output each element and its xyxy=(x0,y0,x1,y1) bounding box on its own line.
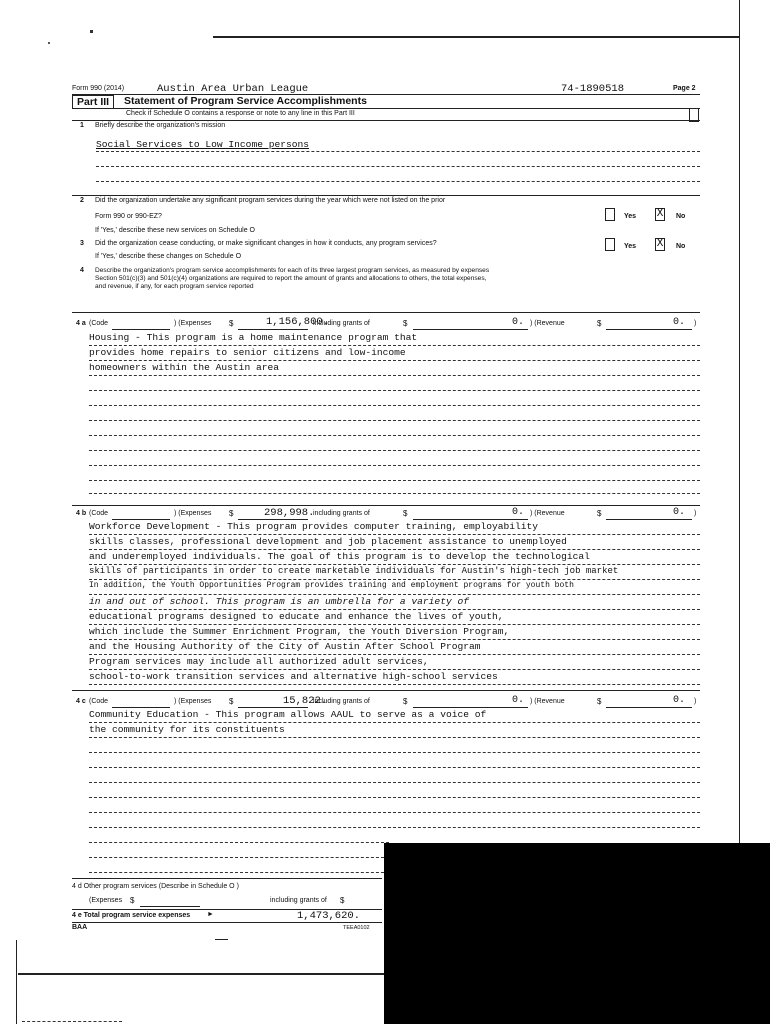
q4b-revenue-label: ) (Revenue xyxy=(530,510,565,517)
q1-blank-line xyxy=(96,181,700,182)
q4b-revenue-dollar: $ xyxy=(597,509,602,518)
q4b-rule xyxy=(89,684,700,685)
q4a-expenses-label: ) (Expenses xyxy=(174,320,212,327)
schedule-o-check-text: Check if Schedule O contains a response or note to any line in this Part III xyxy=(126,110,355,117)
q4e-total-value: 1,473,620. xyxy=(297,910,361,922)
q4a-rule xyxy=(89,405,700,406)
q4c-rule xyxy=(89,827,700,828)
q4a-grants-field[interactable] xyxy=(413,329,528,330)
q4a-label: 4 a xyxy=(76,320,86,327)
q1-text: Briefly describe the organization's mission xyxy=(95,122,226,129)
q4a-rule xyxy=(89,420,700,421)
q4c-bottom-rule xyxy=(72,878,382,879)
q4a-grants-label: including grants of xyxy=(313,320,370,327)
q3-number: 3 xyxy=(80,240,84,247)
q4c-line: Community Education - This program allows AAUL to serve as a voice of xyxy=(89,709,487,720)
q4c-rule xyxy=(89,797,700,798)
q4c-line: the community for its constituents xyxy=(89,724,285,735)
q4b-rule xyxy=(89,609,700,610)
q2-text-2: Form 990 or 990-EZ? xyxy=(95,213,162,220)
q4b-rule xyxy=(89,639,700,640)
part-rule xyxy=(72,108,700,109)
q4a-rule xyxy=(89,390,700,391)
q4c-expenses-value: 15,822. xyxy=(283,695,328,707)
q4b-close-paren: ) xyxy=(694,510,697,517)
left-edge-line xyxy=(16,940,17,1024)
q4c-revenue-value: 0. xyxy=(673,695,686,706)
q2-no-check-mark: X xyxy=(656,208,664,220)
q4d-expenses-field[interactable] xyxy=(140,906,200,907)
q4a-grants-value: 0. xyxy=(512,317,525,328)
q4a-rule xyxy=(89,435,700,436)
q4c-rule xyxy=(89,857,389,858)
q4b-expenses-dollar: $ xyxy=(229,509,234,518)
q4a-line: provides home repairs to senior citizens and low-income xyxy=(89,347,406,358)
top-rule xyxy=(213,36,740,38)
q4a-expenses-value: 1,156,800. xyxy=(266,316,330,328)
q4-number: 4 xyxy=(80,267,84,274)
q2-no-checkbox[interactable] xyxy=(655,208,665,221)
part-title: Statement of Program Service Accomplishments xyxy=(124,95,367,107)
scan-mark xyxy=(48,42,50,44)
q4a-close-paren: ) xyxy=(694,320,697,327)
q2-number: 2 xyxy=(80,197,84,204)
q2-text: Did the organization undertake any significant program services during the year which were not listed on the prior xyxy=(95,197,446,204)
q4b-expenses-field[interactable] xyxy=(238,519,308,520)
q4d-grants-label: including grants of xyxy=(270,897,327,904)
q4c-code-label: (Code xyxy=(89,698,109,705)
q4-line-1: Describe the organization's program service accomplishments for each of its three largest program services, as measured by expenses xyxy=(95,267,490,274)
footer-mark xyxy=(215,939,228,940)
q4d-grants-dollar: $ xyxy=(340,896,345,905)
q4a-rule xyxy=(89,360,700,361)
q4a-grants-dollar: $ xyxy=(403,319,408,328)
check-rule xyxy=(72,120,700,121)
q4b-rule xyxy=(89,624,700,625)
page-number: Page 2 xyxy=(673,85,696,92)
q4d-expenses-label: (Expenses xyxy=(89,897,123,904)
q4a-expenses-dollar: $ xyxy=(229,319,234,328)
q4a-revenue-value: 0. xyxy=(673,317,686,328)
q4c-rule xyxy=(89,812,700,813)
q4e-rule xyxy=(72,922,382,923)
q4b-rule xyxy=(89,654,700,655)
q4a-line: homeowners within the Austin area xyxy=(89,362,279,373)
q3-no-checkbox[interactable] xyxy=(655,238,665,251)
q4-rule xyxy=(72,312,700,313)
q4c-expenses-field[interactable] xyxy=(238,707,308,708)
bottom-rule xyxy=(18,973,384,975)
q4b-line: educational programs designed to educate and enhance the lives of youth, xyxy=(89,611,504,622)
q4-line-3: and revenue, if any, for each program service reported xyxy=(95,283,254,290)
q4c-revenue-label: ) (Revenue xyxy=(530,698,565,705)
q4b-revenue-field[interactable] xyxy=(606,519,692,520)
q2-yes-label: Yes xyxy=(624,213,637,220)
q3-text-2: If 'Yes,' describe these changes on Schedule O xyxy=(95,253,242,260)
q1-blank-line xyxy=(96,166,700,167)
q4b-line: Workforce Development - This program provides computer training, employability xyxy=(89,521,539,532)
q4c-rule xyxy=(89,767,700,768)
q4a-rule xyxy=(89,450,700,451)
q4b-rule xyxy=(89,549,700,550)
arrow-icon: ► xyxy=(207,911,214,918)
q4d-expenses-dollar: $ xyxy=(130,896,135,905)
q4b-line: In addition, the Youth Opportunities Program provides training and employment programs for youth both xyxy=(89,581,574,590)
q3-text: Did the organization cease conducting, or make significant changes in how it conducts, any program services? xyxy=(95,240,437,247)
q4b-revenue-value: 0. xyxy=(673,507,686,518)
q4b-rule xyxy=(89,564,700,565)
q4c-code-field[interactable] xyxy=(112,707,170,708)
q4c-expenses-dollar: $ xyxy=(229,697,234,706)
q4a-rule xyxy=(89,480,700,481)
q4c-grants-value: 0. xyxy=(512,695,525,706)
q4c-grants-label: including grants of xyxy=(313,698,370,705)
q4a-revenue-dollar: $ xyxy=(597,319,602,328)
q4b-expenses-value: 298,998. xyxy=(264,507,315,519)
q4a-line: Housing - This program is a home maintenance program that xyxy=(89,332,418,343)
q4d-text: 4 d Other program services (Describe in Schedule O ) xyxy=(72,883,239,890)
bottom-artifact xyxy=(22,1021,122,1022)
q4b-label: 4 b xyxy=(76,510,87,517)
ein: 74-1890518 xyxy=(561,83,625,95)
q4c-rule xyxy=(89,737,700,738)
q4b-rule xyxy=(89,579,700,580)
q4a-code-label: (Code xyxy=(89,320,109,327)
q4c-rule xyxy=(89,752,700,753)
q4a-code-field[interactable] xyxy=(112,329,170,330)
q4b-grants-field[interactable] xyxy=(413,519,528,520)
q4b-line: in and out of school. This program is an umbrella for a variety of xyxy=(89,596,469,607)
q4b-code-label: (Code xyxy=(89,510,109,517)
q4c-expenses-label: ) (Expenses xyxy=(174,698,212,705)
q4-line-2: Section 501(c)(3) and 501(c)(4) organizations are required to report the amount of grants and allocations to others, the total expenses, xyxy=(95,275,487,282)
q4a-rule xyxy=(89,493,700,494)
q4b-line: skills classes, professional development and job placement assistance to unemployed xyxy=(89,536,567,547)
q4b-code-field[interactable] xyxy=(112,519,170,520)
q4c-revenue-field[interactable] xyxy=(606,707,692,708)
q4a-rule xyxy=(89,375,700,376)
form-label: Form 990 (2014) xyxy=(72,85,125,92)
q4b-rule xyxy=(89,534,700,535)
footer-code: TEEA0102 xyxy=(343,925,370,931)
q4c-rule xyxy=(89,722,700,723)
q4c-close-paren: ) xyxy=(694,698,697,705)
q2-yes-checkbox[interactable] xyxy=(605,208,615,221)
q3-yes-checkbox[interactable] xyxy=(605,238,615,251)
q4a-rule xyxy=(89,465,700,466)
q1-number: 1 xyxy=(80,122,84,129)
q4b-grants-value: 0. xyxy=(512,507,525,518)
q4b-rule xyxy=(89,594,700,595)
q1-rule xyxy=(72,195,700,196)
q4b-bottom-rule xyxy=(72,690,700,691)
q4b-line: and the Housing Authority of the City of Austin After School Program xyxy=(89,641,481,652)
q4e-text: 4 e Total program service expenses xyxy=(72,912,191,919)
q4a-expenses-field[interactable] xyxy=(238,329,308,330)
q3-no-check-mark: X xyxy=(656,238,664,250)
q4a-bottom-rule xyxy=(72,505,700,506)
q4c-rule xyxy=(89,872,389,873)
q4c-rule xyxy=(89,842,389,843)
q2-text-3: If 'Yes,' describe these new services on Schedule O xyxy=(95,227,256,234)
q2-no-label: No xyxy=(676,213,686,220)
footer-baa: BAA xyxy=(72,924,88,931)
q4b-line: and underemployed individuals. The goal of this program is to develop the technological xyxy=(89,551,590,562)
q4c-grants-dollar: $ xyxy=(403,697,408,706)
q4b-expenses-label: ) (Expenses xyxy=(174,510,212,517)
q4b-grants-dollar: $ xyxy=(403,509,408,518)
q4a-revenue-field[interactable] xyxy=(606,329,692,330)
scan-mark xyxy=(90,30,93,33)
q4c-rule xyxy=(89,782,700,783)
part-label: Part III xyxy=(72,95,114,109)
q4b-line: skills of participants in order to create marketable individuals for Austin's high-tech job market xyxy=(89,566,619,576)
redaction-block xyxy=(384,843,770,1024)
q1-answer: Social Services to Low Income persons xyxy=(96,139,310,150)
q3-yes-label: Yes xyxy=(624,243,637,250)
q4c-label: 4 c xyxy=(76,698,86,705)
q1-answer-line xyxy=(96,151,700,152)
org-name: Austin Area Urban League xyxy=(157,83,309,95)
q4b-line: which include the Summer Enrichment Program, the Youth Diversion Program, xyxy=(89,626,510,637)
q4b-line: Program services may include all authorized adult services, xyxy=(89,656,429,667)
q4a-revenue-label: ) (Revenue xyxy=(530,320,565,327)
q4c-grants-field[interactable] xyxy=(413,707,528,708)
q4b-grants-label: including grants of xyxy=(313,510,370,517)
q4c-revenue-dollar: $ xyxy=(597,697,602,706)
q3-no-label: No xyxy=(676,243,686,250)
q4b-line: school-to-work transition services and alternative high-school services xyxy=(89,671,498,682)
q4a-rule xyxy=(89,345,700,346)
q4b-rule xyxy=(89,669,700,670)
